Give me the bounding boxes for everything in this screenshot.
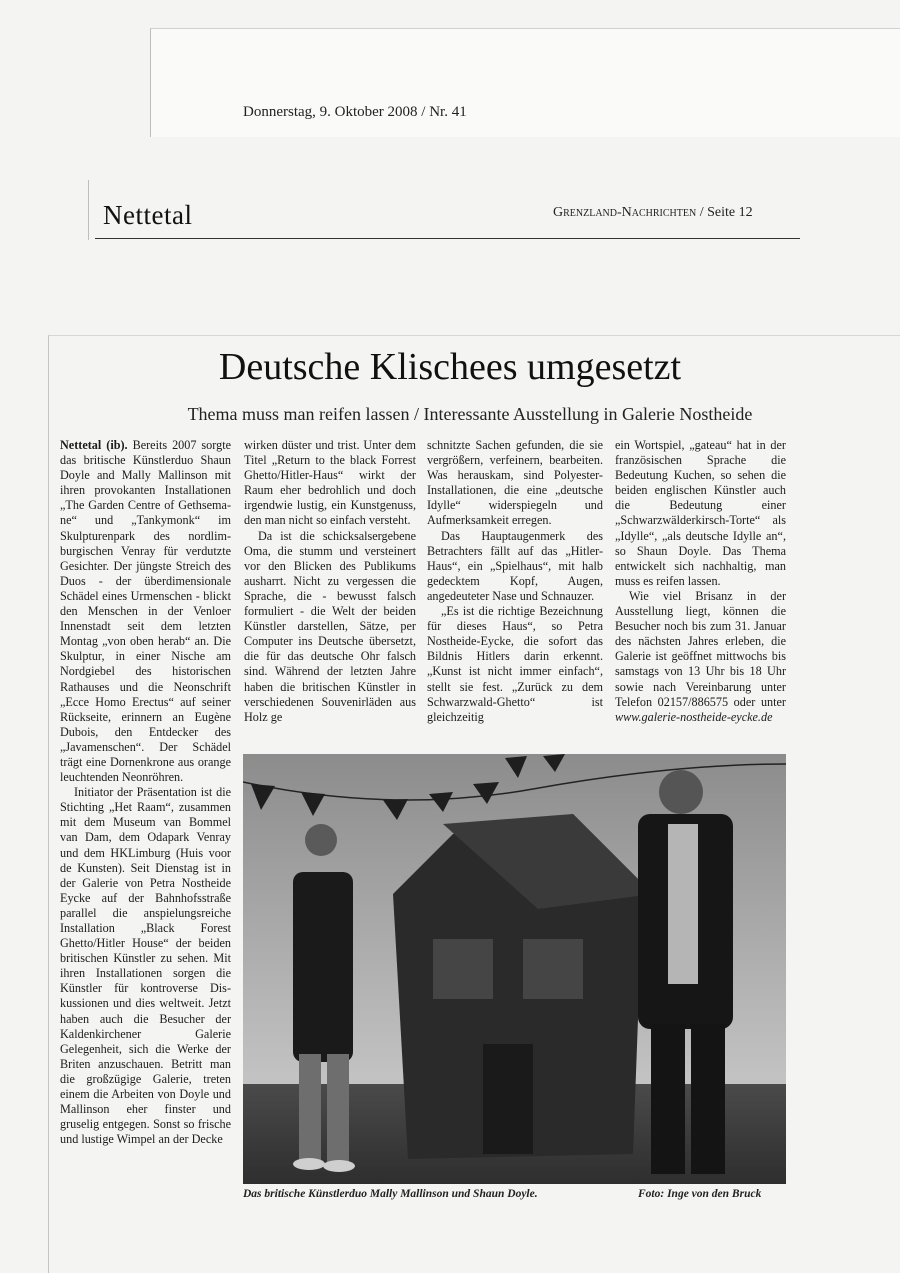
wooden-house-installation [393,814,653,1159]
section-title: Nettetal [103,200,193,230]
article-headline: Deutsche Klischees umgesetzt [218,346,682,388]
article-column-4 [615,438,786,725]
paragraph [615,589,786,725]
paragraph [60,438,231,785]
photo-caption: Das britische Künstlerduo Mally Mallinson und Shaun Doyle. [243,1188,538,1200]
newspaper-name: Grenzland-Nachrichten [553,205,697,220]
gallery-url: www.galerie-nostheide-eycke.de [615,709,773,724]
photo-illustration [243,754,786,1184]
section-clipping-edge [88,180,900,240]
article-photo [243,754,786,1184]
photo-credit: Foto: Inge von den Bruck [638,1188,762,1200]
article-column-3 [427,438,603,725]
paragraph: Initiator der Präsentation ist die Stichting „Het Raam“, zusammen mit dem Museum van Bommel van Dam, dem Odapark Venray und dem HKLimburg (Huis voor de Kunsten). Seit Dienstag ist in der Galerie von Petra Nostheide Eycke auf der Bahnhofsstraße parallel die anspielungsreiche Installation „Black Forest Ghetto/Hitler House“ der beiden britischen Künstler zu sehen. Mit ihren Installationen sorgen die Künstler für kontroverse Diskussionen und dies weltweit. Jetzt haben auch die Besucher der Kaldenkirchener Galerie Gelegenheit, sich die Werke der Briten anzuschauen. Betritt man die großzügige Galerie, treten einem die Arbeiten von Doyle und Mallinson eher finster und gruselig entgegen. Sonst so frische und lustige Wimpel an der Decke [60,785,231,1147]
newspaper-label [553,205,753,221]
article-column-1 [60,438,231,1147]
paragraph: „Es ist die richtige Bezeichnung für dieses Haus“, so Petra Nostheide-Eycke, die sofort das Bildnis Hitlers darin erkennt. „Kunst ist nicht immer einfach“, stellt sie fest. „Zurück zu dem Schwarzwald-Ghetto“ ist gleichzeitig [427,604,603,724]
paragraph: schnitzte Sachen gefunden, die sie vergrößern, verfeinern, bearbeiten. Was herauskam, sind Polyester-Installationen, die eine „deutsche Idylle“ widerspiegeln und Aufmerksamkeit erregen. [427,438,603,528]
page-number: / Seite 12 [696,205,753,220]
paragraph: Das Hauptaugenmerk des Betrachters fällt auf das „Hitler-Haus“, ein „Spielhaus“, mit halb gedecktem Kopf, Augen, angedeuteter Nase und Schnauzer. [427,528,603,603]
paragraph-text: Bereits 2007 sorgte das britische Künstlerduo Shaun Doyle and Mally Mallinson mit ihren provokanten Installationen „The Garden Centre of Gethsemane“ und „Tankymonk“ im Skulpturenpark des nordlimburgischen Venray für verdutzte Gesichter. Der jüngste Streich des Duos - der überdimensionale Schädel eines Urmenschen - blickt den Menschen in der Venloer Innenstadt seit dem letzten Montag „von oben herab“ an. Die Skulptur, in einer Nische am Nordgiebel des historischen Rathauses und die Neonschrift „Ecce Homo Erectus“ auf seiner Rückseite, erinnern an Eugène Dubois, den Entdecker des „Javamenschen“. Der Schädel trägt eine Dornenkrone aus orange leuchtenden Neonröhren. [60,438,231,785]
paragraph-text: Wie viel Brisanz in der Ausstellung liegt, können die Besucher noch bis zum 31. Januar des nächsten Jahres erleben, die Galerie ist geöffnet mittwochs bis samstags von 13 Uhr bis 18 Uhr sowie nach Vereinbarung unter Telefon 02157/886575 oder unter [615,588,786,709]
paragraph: Da ist die schicksalsergebene Oma, die stumm und versteinert vor den Blicken des Publikums ausharrt. Nicht zu vergessen die Sprache, die - bewusst falsch formuliert - die Welt der beiden Künstler darstellen, Sätze, per Computer ins Deutsche übersetzt, die für das deutsche Ohr falsch sind. Während der letzten Jahre haben die britischen Künstler in verschiedenen Souvenirläden aus Holz ge [244,528,416,724]
issue-date-line: Donnerstag, 9. Oktober 2008 / Nr. 41 [243,104,467,120]
article-subheadline: Thema muss man reifen lassen / Interessante Ausstellung in Galerie Nostheide [187,404,753,424]
paragraph: ein Wortspiel, „gateau“ hat in der französischen Sprache die Bedeutung Kuchen, so sehen die beiden englischen Künstler auch die Bedeutung einer „Schwarzwälderkirsch-Torte“ als „Idylle“, „als deutsche Idylle an“, so Shaun Doyle. Das Thema entwickelt sich nachhaltig, man muss es reifen lassen. [615,438,786,588]
dateline: Nettetal (ib). [60,438,128,452]
article-column-2 [244,438,416,725]
header-rule [95,238,800,239]
paragraph: wirken düster und trist. Unter dem Titel „Return to the black Forrest Ghetto/Hitler-Haus“ wirkt der Raum eher bedrohlich und doch irgendwie lustig, ein Kunstgenuss, den man nicht so einfach versteht. [244,438,416,528]
